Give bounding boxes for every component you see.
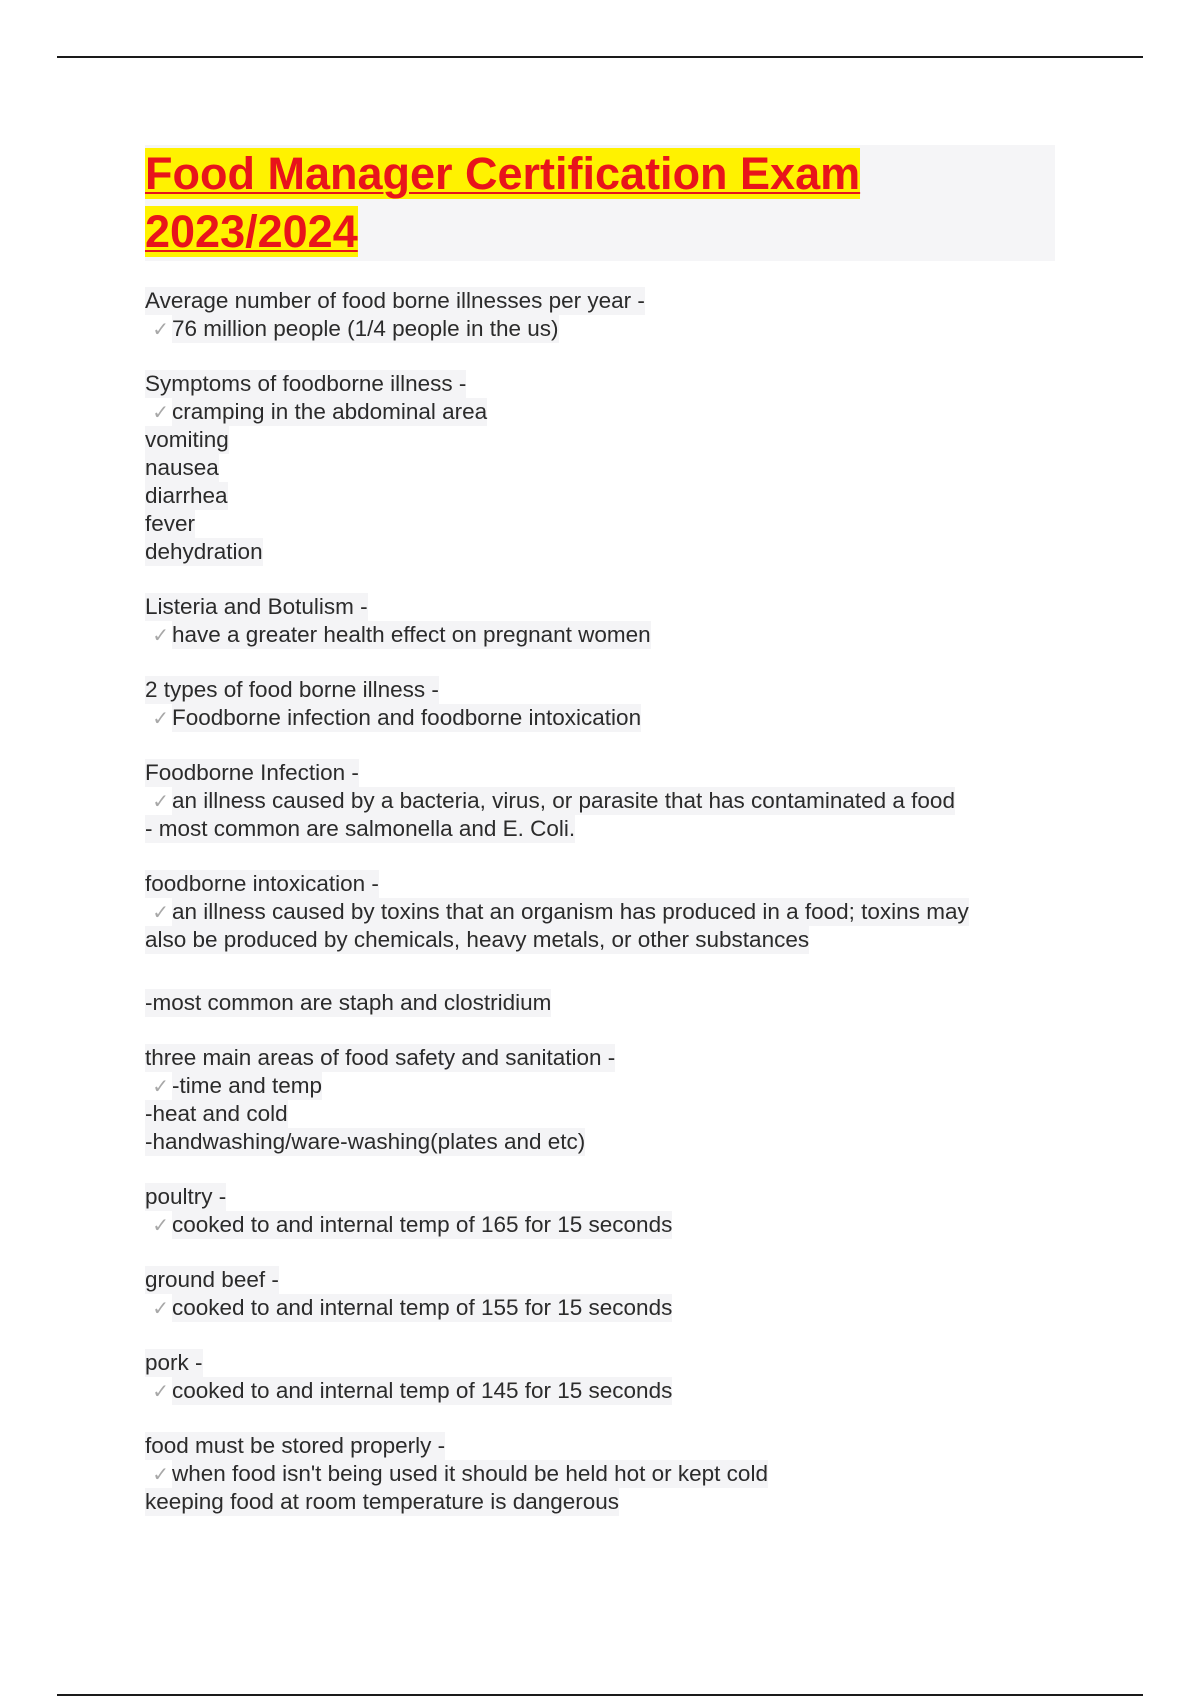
question-text: poultry - <box>145 1184 227 1209</box>
bottom-rule <box>57 1694 1143 1696</box>
qa-item <box>145 287 1055 343</box>
answer-block <box>145 1377 1055 1405</box>
checkmark-icon: ✓ <box>152 623 169 647</box>
answer-line: when food isn't being used it should be held hot or kept cold <box>172 1461 768 1486</box>
qa-item <box>145 759 1055 843</box>
title-block <box>145 145 1055 261</box>
question-text: Average number of food borne illnesses per year - <box>145 288 645 313</box>
answer-line-row <box>145 704 1055 732</box>
answer-line: an illness caused by a bacteria, virus, or parasite that has contaminated a food <box>172 788 955 813</box>
answer-block <box>145 1460 1055 1516</box>
answer-block <box>145 787 1055 843</box>
qa-list <box>145 287 1055 1516</box>
answer-line-row <box>145 538 1055 566</box>
answer-line: dehydration <box>145 539 263 564</box>
answer-line-row <box>145 1294 1055 1322</box>
qa-item <box>145 370 1055 566</box>
qa-item <box>145 1266 1055 1322</box>
answer-line: keeping food at room temperature is dangerous <box>145 1489 620 1514</box>
answer-line-row <box>145 315 1055 343</box>
answer-line: diarrhea <box>145 483 228 508</box>
answer-line-row <box>145 1100 1055 1128</box>
answer-line: -most common are staph and clostridium <box>145 990 552 1015</box>
answer-line: cooked to and internal temp of 155 for 15 seconds <box>172 1295 673 1320</box>
qa-item <box>145 1349 1055 1405</box>
answer-line: 76 million people (1/4 people in the us) <box>172 316 559 341</box>
answer-line: have a greater health effect on pregnant women <box>172 622 651 647</box>
checkmark-icon: ✓ <box>152 1296 169 1320</box>
answer-block <box>145 315 1055 343</box>
question-text: ground beef - <box>145 1267 279 1292</box>
qa-item <box>145 870 1055 1017</box>
answer-line-row <box>145 1211 1055 1239</box>
checkmark-icon: ✓ <box>152 1462 169 1486</box>
checkmark-icon: ✓ <box>152 317 169 341</box>
answer-block <box>145 898 1055 1017</box>
answer-line-row <box>145 954 1055 989</box>
qa-item <box>145 1183 1055 1239</box>
answer-line: an illness caused by toxins that an organism has produced in a food; toxins may <box>172 899 969 924</box>
document-body <box>145 145 1055 1543</box>
question-text: Symptoms of foodborne illness - <box>145 371 467 396</box>
answer-block <box>145 704 1055 732</box>
answer-line: also be produced by chemicals, heavy metals, or other substances <box>145 927 810 952</box>
question-text: pork - <box>145 1350 203 1375</box>
qa-item <box>145 1432 1055 1516</box>
answer-line-row <box>145 454 1055 482</box>
answer-line: vomiting <box>145 427 229 452</box>
answer-line: fever <box>145 511 196 536</box>
answer-line-row <box>145 482 1055 510</box>
answer-line-row <box>145 989 1055 1017</box>
answer-line-row <box>145 898 1055 926</box>
answer-line-row <box>145 1128 1055 1156</box>
question-text: Listeria and Botulism - <box>145 594 368 619</box>
checkmark-icon: ✓ <box>152 900 169 924</box>
answer-block <box>145 621 1055 649</box>
answer-block <box>145 1211 1055 1239</box>
checkmark-icon: ✓ <box>152 1379 169 1403</box>
answer-line: -heat and cold <box>145 1101 288 1126</box>
answer-line-row <box>145 926 1055 954</box>
answer-line: nausea <box>145 455 219 480</box>
answer-line: -handwashing/ware-washing(plates and etc) <box>145 1129 586 1154</box>
answer-line-row <box>145 398 1055 426</box>
answer-line-row <box>145 787 1055 815</box>
answer-line-row <box>145 1377 1055 1405</box>
checkmark-icon: ✓ <box>152 1074 169 1098</box>
answer-block <box>145 1294 1055 1322</box>
checkmark-icon: ✓ <box>152 1213 169 1237</box>
answer-line: -time and temp <box>172 1073 323 1098</box>
answer-line-row <box>145 426 1055 454</box>
question-text: food must be stored properly - <box>145 1433 446 1458</box>
page-title <box>145 145 1055 261</box>
answer-line: cooked to and internal temp of 165 for 15 seconds <box>172 1212 673 1237</box>
answer-line: - most common are salmonella and E. Coli. <box>145 816 576 841</box>
answer-line-row <box>145 1488 1055 1516</box>
qa-item <box>145 676 1055 732</box>
question-text: three main areas of food safety and sanitation - <box>145 1045 616 1070</box>
checkmark-icon: ✓ <box>152 789 169 813</box>
answer-block <box>145 1072 1055 1156</box>
answer-line-row <box>145 815 1055 843</box>
checkmark-icon: ✓ <box>152 706 169 730</box>
answer-line-row <box>145 1460 1055 1488</box>
checkmark-icon: ✓ <box>152 400 169 424</box>
answer-line-row <box>145 1072 1055 1100</box>
title-highlight: Food Manager Certification Exam 2023/2024 <box>145 148 861 257</box>
answer-line-row <box>145 621 1055 649</box>
top-rule <box>57 56 1143 58</box>
question-text: foodborne intoxication - <box>145 871 379 896</box>
question-text: Foodborne Infection - <box>145 760 359 785</box>
qa-item <box>145 593 1055 649</box>
answer-line: cramping in the abdominal area <box>172 399 488 424</box>
answer-line-row <box>145 510 1055 538</box>
question-text: 2 types of food borne illness - <box>145 677 439 702</box>
answer-block <box>145 398 1055 566</box>
answer-line: cooked to and internal temp of 145 for 15 seconds <box>172 1378 673 1403</box>
answer-line: Foodborne infection and foodborne intoxication <box>172 705 642 730</box>
qa-item <box>145 1044 1055 1156</box>
